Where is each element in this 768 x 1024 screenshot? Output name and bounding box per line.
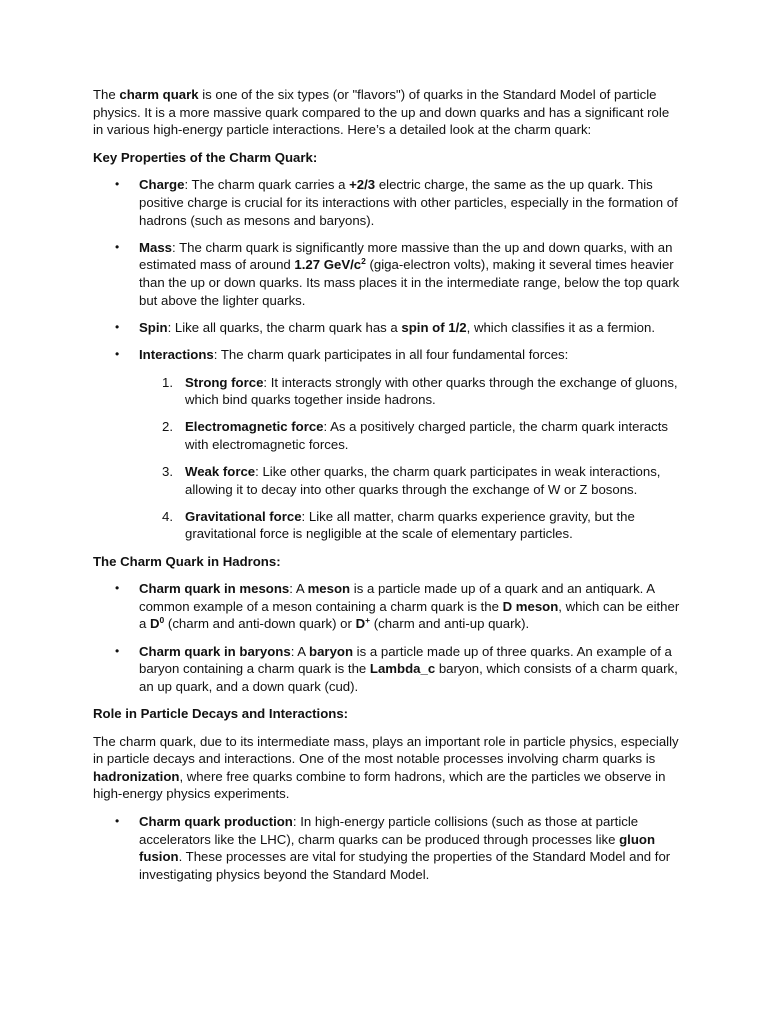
bullet-icon: • — [115, 239, 120, 254]
bullet-icon: • — [115, 643, 120, 658]
list-item-baryons: • Charm quark in baryons: A baryon is a particle made up of three quarks. An example of a baryon containing a charm quark is the Lambda_c baryon, which consists of a charm quark, an up quark, and a down quark (cud). — [115, 643, 678, 694]
bullet-icon: • — [115, 319, 120, 334]
bullet-icon: • — [115, 581, 120, 596]
intro-paragraph: The charm quark is one of the six types (or "flavors") of quarks in the Standard Model of particle physics. It is a more massive quark compared to the up and down quarks and has a significant role in various high-energy particle interactions. Here’s a detailed look at the charm quark: — [93, 87, 670, 138]
section-heading-decays: Role in Particle Decays and Interactions: — [93, 705, 349, 721]
fundamental-forces-list — [139, 374, 683, 544]
bullet-icon: • — [115, 813, 120, 828]
bullet-icon: • — [115, 346, 120, 361]
list-item-weak-force: 3. Weak force: Like other quarks, the charm quark participates in weak interactions, allowing it to decay into other quarks through the exchange of W or Z bosons. — [162, 464, 661, 497]
list-item-charge: • Charge: The charm quark carries a +2/3 electric charge, the same as the up quark. This positive charge is crucial for its interactions with other particles, especially in the formation of hadrons (such as mesons and baryons). — [115, 177, 678, 228]
list-item-spin: • Spin: Like all quarks, the charm quark has a spin of 1/2, which classifies it as a fermion. — [115, 319, 655, 335]
document-body — [93, 86, 683, 893]
decays-paragraph: The charm quark, due to its intermediate mass, plays an important role in particle physics, especially in particle decays and interactions. One of the most notable processes involving charm quarks is hadronization, where free quarks combine to form hadrons, which are the particles we observe in high-energy physics experiments. — [93, 733, 679, 802]
list-number: 3. — [162, 464, 173, 480]
hadrons-list — [93, 580, 683, 695]
list-item-interactions: • Interactions: The charm quark participates in all four fundamental forces: 1. Strong force: It interacts strongly with other quarks through the exchange of gluons, which bind quarks together inside hadrons. 2. Electromagnetic force: As a positively charged particle, the charm quark interacts with electromagnetic forces. 3. Weak force: Like other quarks, the charm quark participates in weak interactions, allowing it to decay into other quarks through the exchange of W or Z bosons. 4. Gravitational force: Like all matter, charm quarks experience gravity, but the gravitational force is negligible at the scale of elementary particles. — [93, 346, 683, 543]
list-number: 4. — [162, 508, 173, 524]
list-item-gravitational-force: 4. Gravitational force: Like all matter, charm quarks experience gravity, but the gravitational force is negligible at the scale of elementary particles. — [162, 508, 635, 542]
list-number: 2. — [162, 419, 173, 435]
key-properties-list — [93, 176, 683, 543]
list-item-strong-force: 1. Strong force: It interacts strongly with other quarks through the exchange of gluons, which bind quarks together inside hadrons. — [162, 374, 678, 408]
list-item-mesons: • Charm quark in mesons: A meson is a particle made up of a quark and an antiquark. A common example of a meson containing a charm quark is the D meson, which can be either a $D^0$ (charm and anti-down quark) or D+ (charm and anti-up quark). — [115, 581, 680, 632]
list-item-electromagnetic-force: 2. Electromagnetic force: As a positively charged particle, the charm quark interacts with electromagnetic forces. — [162, 419, 669, 452]
list-item-mass: • Mass: The charm quark is significantly more massive than the up and down quarks, with an estimated mass of around 1.27 GeV/$c^2$ (giga-electron volts), making it several times heavier than the up or down quarks. Its mass places it in the intermediate range, below the top quark but above the lighter quarks. — [115, 239, 680, 308]
decays-list — [93, 813, 683, 883]
bullet-icon: • — [115, 177, 120, 192]
list-number: 1. — [162, 374, 173, 390]
list-item-production: • Charm quark production: In high-energy particle collisions (such as those at particle accelerators like the LHC), charm quarks can be produced through processes like gluon fusion. These processes are vital for studying the properties of the Standard Model and for investigating physics beyond the Standard Model. — [115, 813, 671, 882]
section-heading-key-properties: Key Properties of the Charm Quark: — [93, 149, 318, 165]
section-heading-hadrons: The Charm Quark in Hadrons: — [93, 553, 281, 569]
